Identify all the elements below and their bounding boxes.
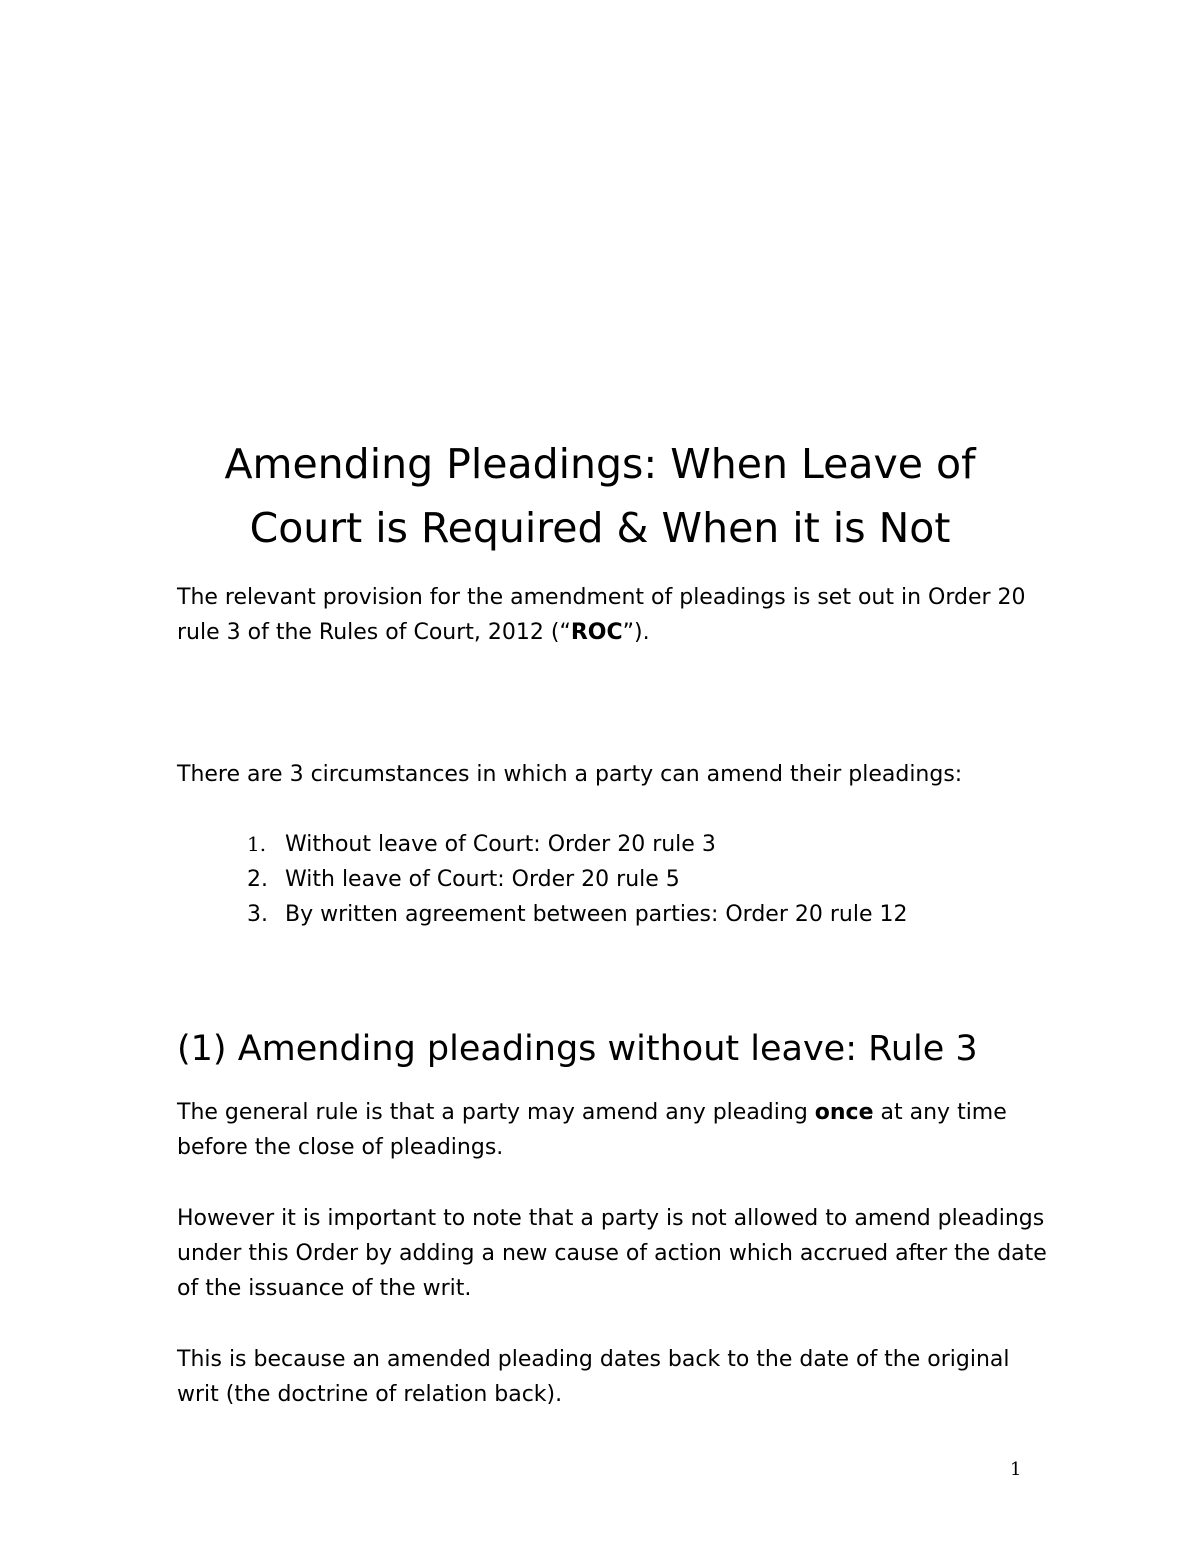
circumstances-intro: There are 3 circumstances in which a party can amend their pleadings: xyxy=(177,762,963,787)
relation-back-paragraph: This is because an amended pleading dates back to the date of the original writ (the doctrine of relation back). xyxy=(177,1347,1010,1407)
general-rule-text-after: at any time before the close of pleadings. xyxy=(177,1100,1007,1160)
intro-text-before: The relevant provision for the amendment of pleadings is set out in Order 20 rule 3 of the Rules of Court, 2012 (“ xyxy=(177,585,1026,645)
page-number: 1 xyxy=(1010,1459,1022,1480)
general-rule-paragraph xyxy=(177,1095,1057,1165)
list-item xyxy=(177,827,1057,862)
list-item-text: By written agreement between parties: Order 20 rule 12 xyxy=(285,902,908,927)
title-line-1: Amending Pleadings: When Leave of xyxy=(224,440,976,488)
list-item-number: 1. xyxy=(247,832,267,856)
list-item-number: 2. xyxy=(247,867,268,892)
list-item xyxy=(177,897,1057,932)
list-item-number: 3. xyxy=(247,902,268,927)
general-rule-text-bold: once xyxy=(814,1100,874,1125)
intro-text-after: ”). xyxy=(622,620,650,645)
circumstances-list xyxy=(177,827,1057,932)
however-paragraph: However it is important to note that a party is not allowed to amend pleadings under this Order by adding a new cause of action which accrued after the date of the issuance of the writ. xyxy=(177,1206,1047,1301)
intro-paragraph xyxy=(177,580,1057,650)
list-item-text: Without leave of Court: Order 20 rule 3 xyxy=(285,832,716,857)
list-item-text: With leave of Court: Order 20 rule 5 xyxy=(285,867,680,892)
section-heading: (1) Amending pleadings without leave: Rule 3 xyxy=(177,1029,978,1069)
general-rule-text-before: The general rule is that a party may amend any pleading xyxy=(177,1100,815,1125)
title-line-2: Court is Required & When it is Not xyxy=(249,504,951,552)
intro-text-bold: ROC xyxy=(570,620,623,645)
document-title xyxy=(100,432,1100,560)
list-item xyxy=(177,862,1057,897)
